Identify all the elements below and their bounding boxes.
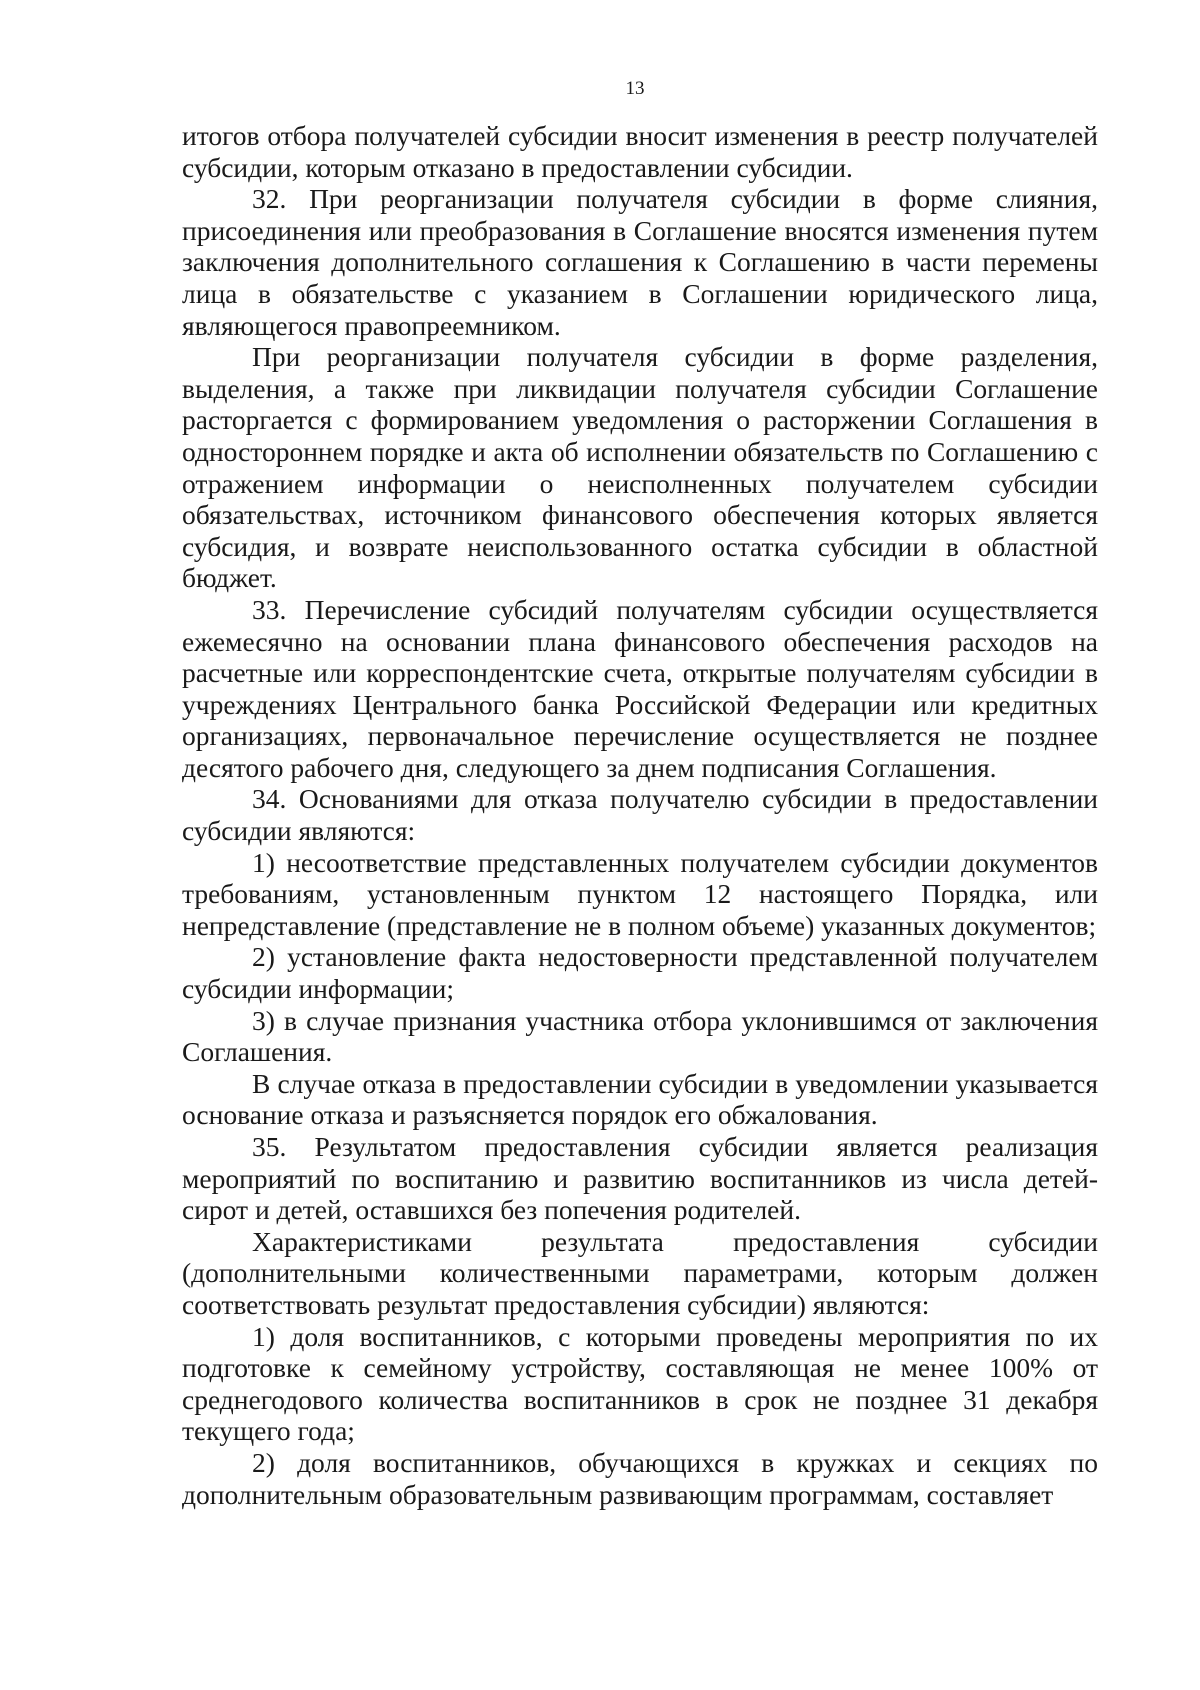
paragraph-34: 34. Основаниями для отказа получателю субсидии в предоставлении субсидии являются: (182, 783, 1098, 847)
document-body (182, 120, 1098, 1510)
paragraph-34-item-3: 3) в случае признания участника отбора уклонившимся от заключения Соглашения. (182, 1004, 1098, 1068)
page-number: 13 (625, 78, 645, 99)
paragraph-34-item-2: 2) установление факта недостоверности представленной получателем субсидии информации; (182, 941, 1098, 1005)
paragraph-characteristic-2: 2) доля воспитанников, обучающихся в кружках и секциях по дополнительным образовательным развивающим программам, составляет (182, 1446, 1098, 1510)
paragraph-result-characteristics: Характеристиками результата предоставления субсидии (дополнительными количественными параметрами, которым должен соответствовать результат предоставления субсидии) являются: (182, 1225, 1098, 1320)
paragraph-32: 32. При реорганизации получателя субсидии в форме слияния, присоединения или преобразования в Соглашение вносятся изменения путем заключения дополнительного соглашения к Соглашению в части перемены лица в обязательстве с указанием в Соглашении юридического лица, являющегося правопреемником. (182, 183, 1098, 341)
paragraph-continued: итогов отбора получателей субсидии вносит изменения в реестр получателей субсидии, которым отказано в предоставлении субсидии. (182, 120, 1098, 183)
paragraph-34-item-1: 1) несоответствие представленных получателем субсидии документов требованиям, установленным пунктом 12 настоящего Порядка, или непредставление (представление не в полном объеме) указанных документов; (182, 846, 1098, 941)
paragraph-33: 33. Перечисление субсидий получателям субсидии осуществляется ежемесячно на основании плана финансового обеспечения расходов на расчетные или корреспондентские счета, открытые получателям субсидии в учреждениях Центрального банка Российской Федерации или кредитных организациях, первоначальное перечисление осуществляется не позднее десятого рабочего дня, следующего за днем подписания Соглашения. (182, 593, 1098, 783)
paragraph-characteristic-1: 1) доля воспитанников, с которыми проведены мероприятия по их подготовке к семейному устройству, составляющая не менее 100% от среднегодового количества воспитанников в срок не позднее 31 декабря текущего года; (182, 1320, 1098, 1447)
paragraph-35: 35. Результатом предоставления субсидии является реализация мероприятий по воспитанию и развитию воспитанников из числа детей-сирот и детей, оставшихся без попечения родителей. (182, 1131, 1098, 1226)
paragraph-reorganization-separation: При реорганизации получателя субсидии в форме разделения, выделения, а также при ликвидации получателя субсидии Соглашение расторгается с формированием уведомления о расторжении Соглашения в одностороннем порядке и акта об исполнении обязательств по Соглашению с отражением информации о неисполненных получателем субсидии обязательствах, источником финансового обеспечения которых является субсидия, и возврате неиспользованного остатка субсидии в областной бюджет. (182, 341, 1098, 594)
paragraph-refusal-notice: В случае отказа в предоставлении субсидии в уведомлении указывается основание отказа и разъясняется порядок его обжалования. (182, 1067, 1098, 1131)
